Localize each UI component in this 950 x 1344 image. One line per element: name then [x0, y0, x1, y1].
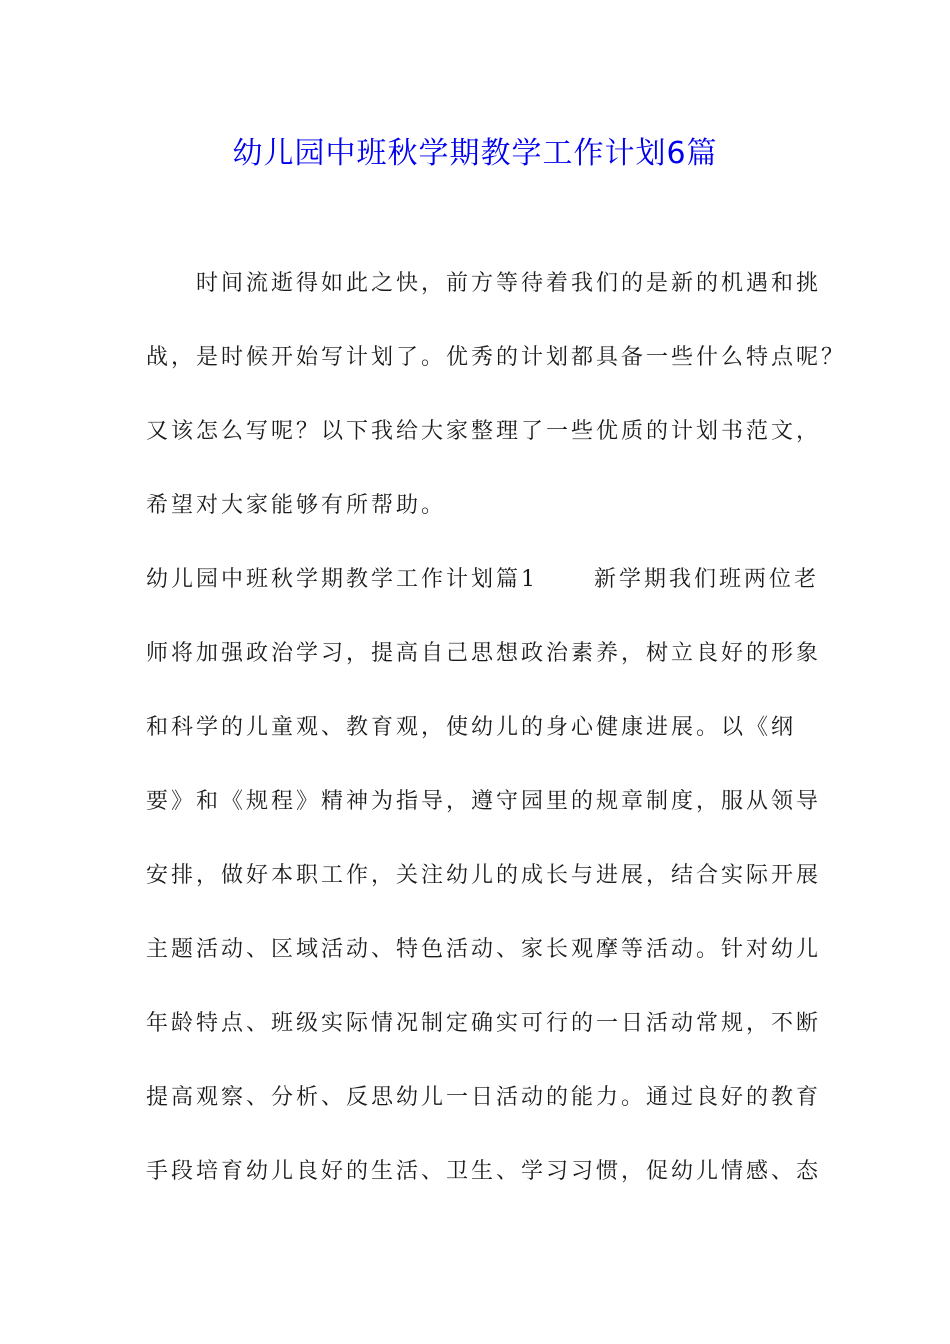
paragraph-line: 提高观察、分析、反思幼儿一日活动的能力。通过良好的教育 [146, 1085, 822, 1110]
paragraph-line: 主题活动、区域活动、特色活动、家长观摩等活动。针对幼儿 [146, 937, 822, 962]
paragraph-line: 时间流逝得如此之快，前方等待着我们的是新的机遇和挑 [146, 271, 822, 296]
section-heading: 幼儿园中班秋学期教学工作计划篇1 [146, 567, 538, 592]
paragraph-line: 战，是时候开始写计划了。优秀的计划都具备一些什么特点呢？ [146, 345, 847, 370]
paragraph-line: 希望对大家能够有所帮助。 [146, 493, 447, 518]
document-body [146, 262, 847, 1224]
paragraph-line: 手段培育幼儿良好的生活、卫生、学习习惯，促幼儿情感、态 [146, 1159, 822, 1184]
paragraph-line: 和科学的儿童观、教育观，使幼儿的身心健康进展。以《纲 [146, 715, 797, 740]
paragraph-line: 师将加强政治学习，提高自己思想政治素养，树立良好的形象 [146, 641, 822, 666]
paragraph-line: 要》和《规程》精神为指导，遵守园里的规章制度，服从领导 [146, 789, 822, 814]
paragraph-line: 年龄特点、班级实际情况制定确实可行的一日活动常规，不断 [146, 1011, 822, 1036]
paragraph-line: 安排，做好本职工作，关注幼儿的成长与进展，结合实际开展 [146, 863, 822, 888]
section-heading-line [146, 558, 820, 632]
paragraph-line: 又该怎么写呢？以下我给大家整理了一些优质的计划书范文， [146, 419, 822, 444]
document-title: 幼儿园中班秋学期教学工作计划6篇 [232, 136, 718, 171]
section-text-start: 新学期我们班两位老 [594, 567, 820, 592]
